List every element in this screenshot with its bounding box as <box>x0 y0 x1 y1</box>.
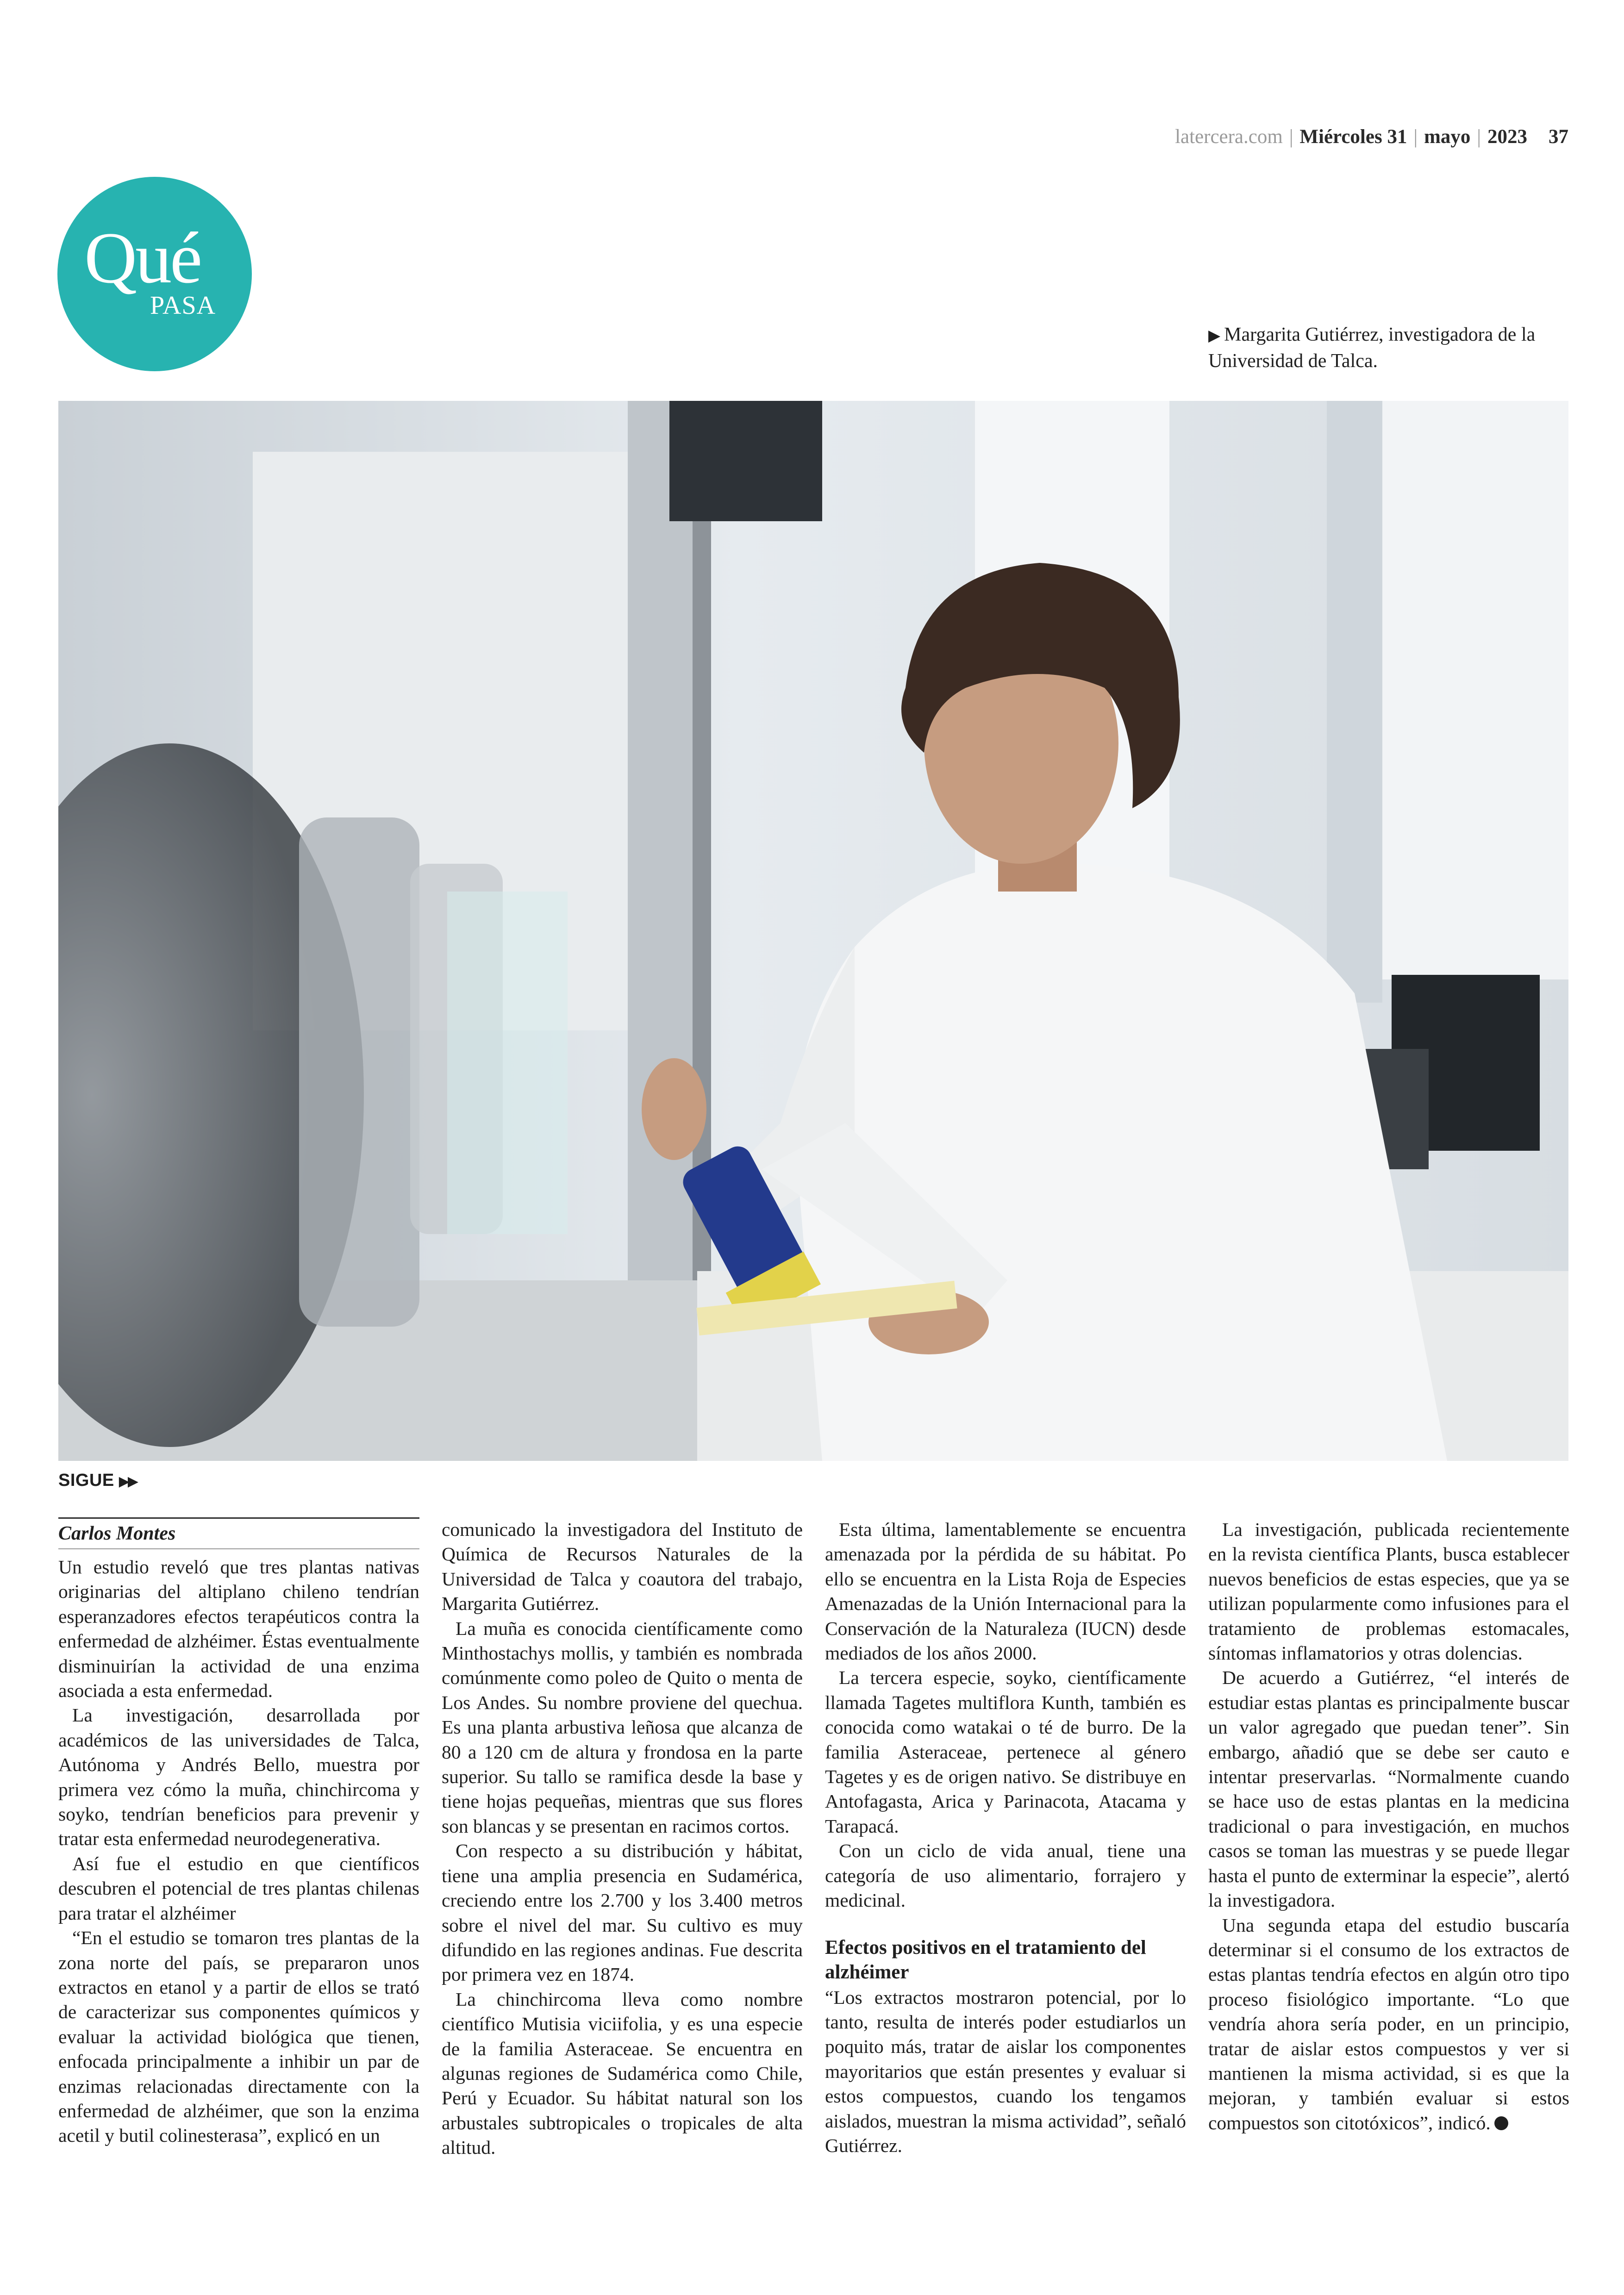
paragraph: “Los extractos mostraron potencial, por lo tanto, resulta de interés poder estudiarlos un poquito más, tratar de aislar los componentes mayoritarios que están presentes y evaluar si estos compuestos, cuando los tengamos aislados, muestran la misma actividad”, señaló Gutiérrez. <box>825 1986 1186 2156</box>
folio-day: Miércoles 31 <box>1299 126 1407 148</box>
site-name: latercera.com <box>1175 126 1283 148</box>
logo-pasa: PASA <box>150 291 216 320</box>
paragraph: comunicado la investigadora del Instituto de Química de Recursos Naturales de la Universidad de Talca y coautora del trabajo, Margarita Gutiérrez. <box>442 1519 803 1615</box>
paragraph: La tercera especie, soyko, científicamente llamada Tagetes multiflora Kunth, también es conocida como watakai o té de burro. De la familia Asteraceae, pertenece al género Tagetes y es de origen nativo. Se distribuye en Antofagasta, Arica y Parinacota, Atacama y Tarapacá. <box>825 1667 1186 1837</box>
paragraph: De acuerdo a Gutiérrez, “el interés de estudiar estas plantas es principalmente buscar un valor agregado que puedan tener”. Sin embargo, añadió que se debe ser cauto e intentar preservarlas. “Normalmente cuando se hace uso de estas plantas en la medicina tradicional o para investigación, en muchos casos se toman las muestras y se puede llegar hasta el punto de exterminar la especie”, alertó la investigadora. <box>1208 1667 1569 1911</box>
paragraph: Así fue el estudio en que científicos descubren el potencial de tres plantas chilenas para tratar el alzhéimer <box>58 1852 419 1924</box>
paragraph: La muña es conocida científicamente como Minthostachys mollis, y también es nombrada comúnmente como poleo de Quito o menta de Los Andes. Su nombre proviene del quechua. Es una planta arbustiva leñosa que alcanza de 80 a 120 cm de altura y frondosa en la parte superior. Su tallo se ramifica desde la base y tiene hojas pequeñas, mientras que sus flores son blancas y se presentan en racimos cortos. <box>442 1617 803 1837</box>
end-mark-icon <box>1494 2116 1508 2130</box>
page-folio: latercera.com | Miércoles 31 | mayo | 2023 37 <box>1175 126 1568 148</box>
que-pasa-logo <box>57 177 252 371</box>
folio-year: 2023 <box>1487 126 1527 148</box>
page-number: 37 <box>1549 126 1568 148</box>
folio-month: mayo <box>1424 126 1471 148</box>
sigue-label: SIGUE <box>58 1471 114 1490</box>
byline: Carlos Montes <box>58 1523 176 1544</box>
lab-scene-illustration <box>58 401 1568 1461</box>
paragraph: “En el estudio se tomaron tres plantas de la zona norte del país, se prepararon unos extractos en etanol y a partir de ellos se trató de caracterizar sus componentes químicos y evaluar la actividad biológica que tienen, enfocada principalmente a inhibir un par de enzimas relacionadas directamente con la enfermedad de alzhéimer, que son la enzima acetil y butil colinesterasa”, explicó en un <box>58 1927 419 2146</box>
logo-que: Qué <box>84 218 201 299</box>
continues-marker <box>58 1466 137 1496</box>
photo-caption <box>1208 322 1574 374</box>
caption-marker: ▶ <box>1208 327 1221 344</box>
article-column-2 <box>442 1517 803 2160</box>
paragraph: La investigación, desarrollada por académicos de las universidades de Talca, Autónoma y Andrés Bello, muestra por primera vez cómo la muña, chinchircoma y soyko, tendrían beneficios para prevenir y tratar esta enfermedad neurodegenerativa. <box>58 1704 419 1850</box>
double-arrow-icon: ▶▶ <box>119 1474 137 1489</box>
paragraph: La investigación, publicada recientemente en la revista científica Plants, busca establecer nuevos beneficios de estas especies, que ya se utilizan popularmente como infusiones para el tratamiento de problemas estomacales, síntomas inflamatorios y otras dolencias. <box>1208 1519 1569 1664</box>
byline-rule <box>58 1517 419 1549</box>
article-column-3 <box>825 1517 1186 2158</box>
paragraph: Esta última, lamentablemente se encuentra amenazada por la pérdida de su hábitat. Po ello se encuentra en la Lista Roja de Especies Amenazadas de la Unión Internacional para la Conservación de la Naturaleza (IUCN) desde mediados de los años 2000. <box>825 1519 1186 1664</box>
paragraph: Un estudio reveló que tres plantas nativas originarias del altiplano chileno tendrían esperanzadores efectos terapéuticos contra la enfermedad de alzhéimer. Éstas eventualmente disminuirían la actividad de una enzima asociada a esta enfermedad. <box>58 1556 419 1702</box>
paragraph: Con respecto a su distribución y hábitat, tiene una amplia presencia en Sudamérica, creciendo entre los 2.700 y los 3.400 metros sobre el nivel del mar. Su cultivo es muy difundido en las regiones andinas. Fue descrita por primera vez en 1874. <box>442 1840 803 1985</box>
paragraph: Con un ciclo de vida anual, tiene una categoría de uso alimentario, forrajero y medicinal. <box>825 1840 1186 1911</box>
article-column-4 <box>1208 1517 1569 2135</box>
lead-photo <box>58 401 1568 1461</box>
caption-text: Margarita Gutiérrez, investigadora de la Universidad de Talca. <box>1208 324 1536 372</box>
paragraph-text: Una segunda etapa del estudio buscaría determinar si el consumo de los extractos de estas plantas tendría efectos en algún otro tipo proceso fisiológico importante. “Lo que vendría ahora sería poder, en un principio, tratar de aislar estos compuestos y ver si mantienen la misma actividad, si es que la mejoran, y también evaluar si estos compuestos son citotóxicos”, indicó. <box>1208 1914 1569 2133</box>
article-column-1 <box>58 1517 419 2148</box>
paragraph: La chinchircoma lleva como nombre científico Mutisia viciifolia, y es una especie de la familia Asteraceae. Se encuentra en algunas regiones de Sudamérica como Chile, Perú y Ecuador. Su hábitat natural son los arbustales subtropicales o tropicales de alta altitud. <box>442 1988 803 2158</box>
section-subhead: Efectos positivos en el tratamiento del alzhéimer <box>825 1936 1146 1983</box>
paragraph <box>1208 1913 1569 2136</box>
